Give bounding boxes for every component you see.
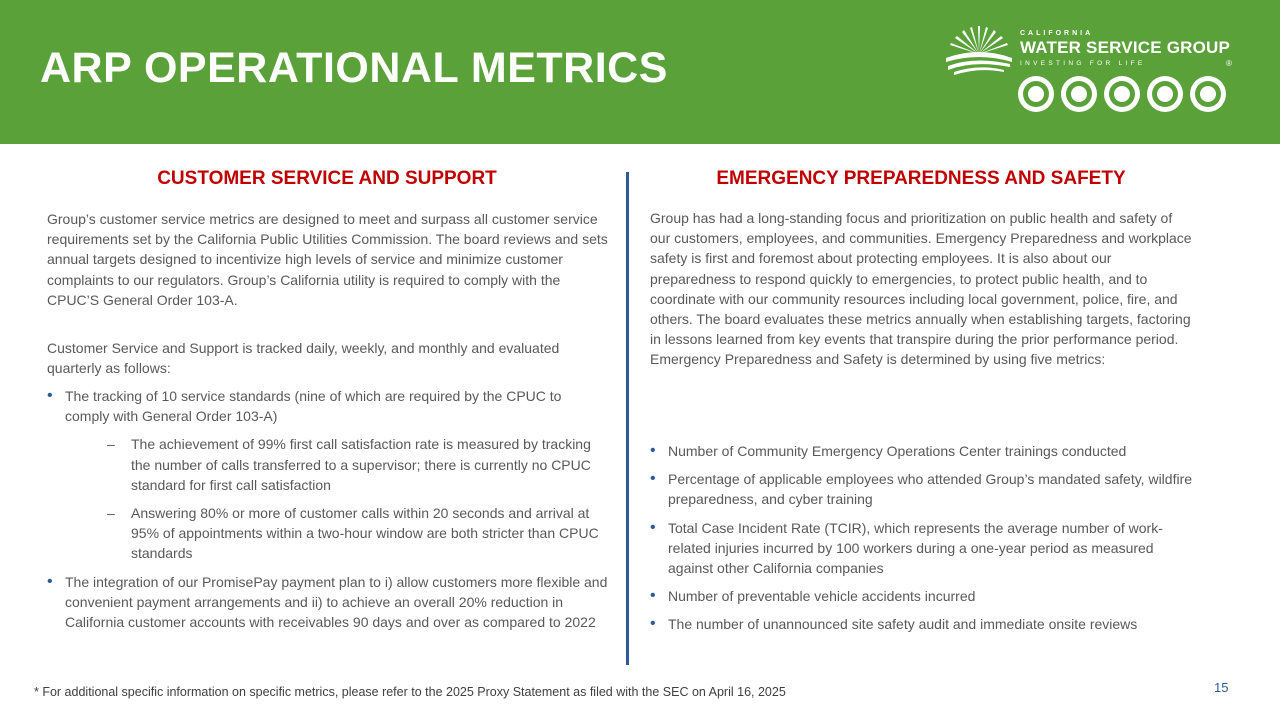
logo-main-text: WATER SERVICE GROUP <box>1020 38 1231 57</box>
list-item: • The number of unannounced site safety audit and immediate onsite reviews <box>650 614 1195 634</box>
customer-service-bullets <box>47 386 609 632</box>
list-item: – The achievement of 99% first call satisfaction rate is measured by tracking the number of calls transferred to a supervisor; there is currently no CPUC standard for first call satisfaction <box>47 434 609 495</box>
list-item: • The integration of our PromisePay payment plan to i) allow customers more flexible and convenient payment arrangements and ii) to achieve an overall 20% reduction in California customer accounts with receivables 90 days and over as compared to 2022 <box>47 572 609 633</box>
washington-badge-icon <box>1190 76 1226 112</box>
logo-small-text: CALIFORNIA <box>1020 30 1094 37</box>
sun-water-icon <box>944 24 1014 76</box>
logo-registered-mark: ® <box>1226 59 1232 68</box>
texas-badge-icon <box>1147 76 1183 112</box>
list-item: – Answering 80% or more of customer calls within 20 seconds and arrival at 95% of appointments within a two-hour window are both stricter than CPUC standards <box>47 503 609 564</box>
emergency-preparedness-intro: Group has had a long-standing focus and prioritization on public health and safety of our customers, employees, and communities. Emergency Preparedness and workplace safety is first and foremost about protecting employees. It is also about our preparedness to respond quickly to emergencies, to protect public health, and to coordinate with our community resources including local government, police, fire, and others. The board evaluates these metrics annually when establishing targets, factoring in lessons learned from key events that transpire during the prior performance period. Emergency Preparedness and Safety is determined by using five metrics: <box>650 210 1192 368</box>
state-badges <box>1018 76 1230 114</box>
emergency-preparedness-bullets <box>650 441 1195 635</box>
list-item: • Percentage of applicable employees who attended Group’s mandated safety, wildfire preparedness, and cyber training <box>650 469 1195 509</box>
new-mexico-badge-icon <box>1104 76 1140 112</box>
logo-tagline: INVESTING FOR LIFE <box>1020 60 1146 67</box>
company-logo <box>944 24 1244 120</box>
california-badge-icon <box>1018 76 1054 112</box>
customer-service-tracking: Customer Service and Support is tracked daily, weekly, and monthly and evaluated quarterly as follows: <box>47 340 560 377</box>
customer-service-heading: CUSTOMER SERVICE AND SUPPORT <box>157 168 497 189</box>
page-number: 15 <box>1214 680 1229 695</box>
customer-service-intro: Group’s customer service metrics are designed to meet and surpass all customer service requirements set by the California Public Utilities Commission. The board reviews and sets annual targets designed to incentivize high levels of service and minimize customer complaints to our regulators. Group’s California utility is required to comply with the CPUC’S General Order 103-A. <box>47 211 608 308</box>
list-item: • The tracking of 10 service standards (nine of which are required by the CPUC to comply with General Order 103-A) <box>47 386 609 426</box>
page-title: ARP OPERATIONAL METRICS <box>40 44 668 92</box>
hawaii-badge-icon <box>1061 76 1097 112</box>
column-divider <box>626 172 629 665</box>
list-item: • Total Case Incident Rate (TCIR), which represents the average number of work-related injuries incurred by 100 workers during a one-year period as measured against other California companies <box>650 518 1195 579</box>
list-item: • Number of preventable vehicle accidents incurred <box>650 586 1195 606</box>
header-banner <box>0 0 1280 144</box>
list-item: • Number of Community Emergency Operations Center trainings conducted <box>650 441 1195 461</box>
emergency-preparedness-heading: EMERGENCY PREPAREDNESS AND SAFETY <box>716 168 1126 189</box>
footnote: * For additional specific information on specific metrics, please refer to the 2025 Proxy Statement as filed with the SEC on April 16, 2025 <box>34 685 786 699</box>
